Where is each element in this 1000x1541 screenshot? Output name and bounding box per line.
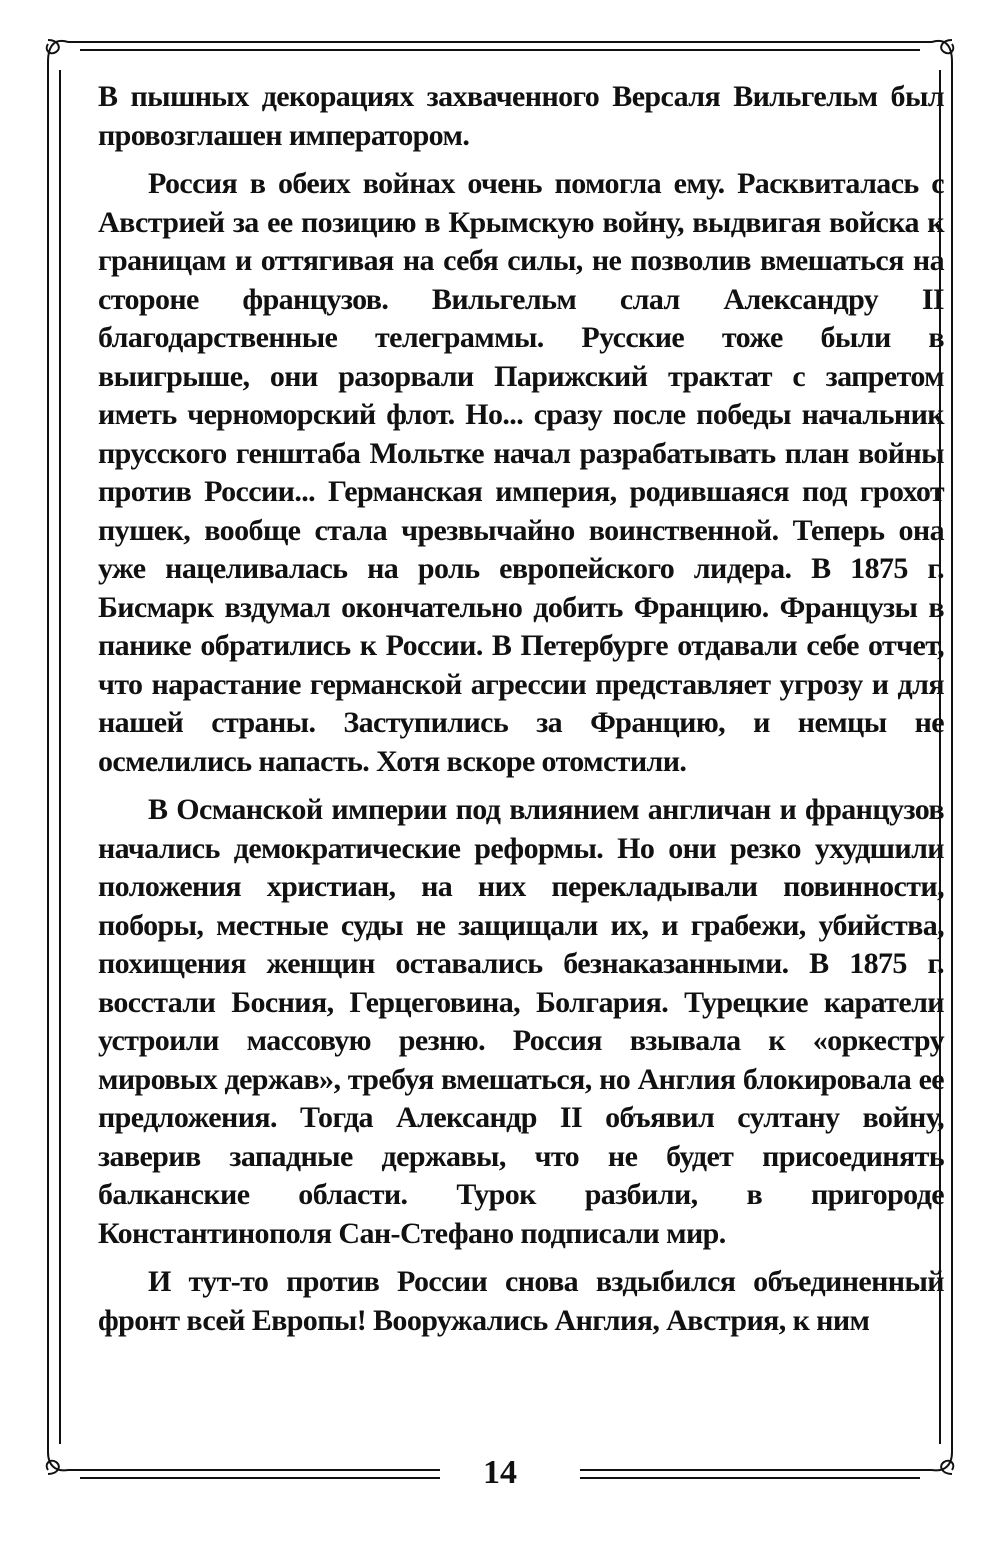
paragraph-3: В Османской империи под влиянием англичан и французов начались демократические реформы. Но они резко ухудшили положения христиан, на них перекладывали повинности, поборы, местные суды не защищали их, и грабежи, убийства, похищения женщин оставались безнаказанными. В 1875 г. восстали Босния, Герцеговина, Болгария. Турецкие каратели устроили массовую резню. Россия взывала к «оркестру мировых держав», требуя вмешаться, но Англия блокировала ее предложения. Тогда Александр II объявил султану войну, заверив западные державы, что не будет присоединять балканские области. Турок разбили, в пригороде Константинополя Сан-Стефано подписали мир.	[98, 793, 944, 1250]
paragraph-2: Россия в обеих войнах очень помогла ему. Расквиталась с Австрией за ее позицию в Крымскую войну, выдвигая войска к границам и оттягивая на себя силы, не позволив вмешаться на стороне французов. Вильгельм слал Александру II благодарственные телеграммы. Русские тоже были в выигрыше, они разорвали Парижский трактат с запретом иметь черноморский флот. Но... сразу после победы начальник прусского генштаба Мольтке начал разрабатывать план войны против России... Германская империя, родившаяся под грохот пушек, вообще стала чрезвычайно воинственной. Теперь она уже нацеливалась на роль европейского лидера. В 1875 г. Бисмарк вздумал окончательно добить Францию. Французы в панике обратились к России. В Петербурге отдавали себе отчет, что нарастание германской агрессии представляет угрозу и для нашей страны. Заступились за Францию, и немцы не осмелились напасть. Хотя вскоре отомстили.	[98, 167, 944, 778]
main-text	[98, 78, 944, 1350]
paragraph-1: В пышных декорациях захваченного Версаля Вильгельм был провозглашен императором.	[98, 80, 944, 152]
paragraph-4: И тут-то против России снова вздыбился объединенный фронт всей Европы! Вооружались Англия, Австрия, к ним	[98, 1265, 944, 1337]
page-number: 14	[483, 1454, 517, 1491]
